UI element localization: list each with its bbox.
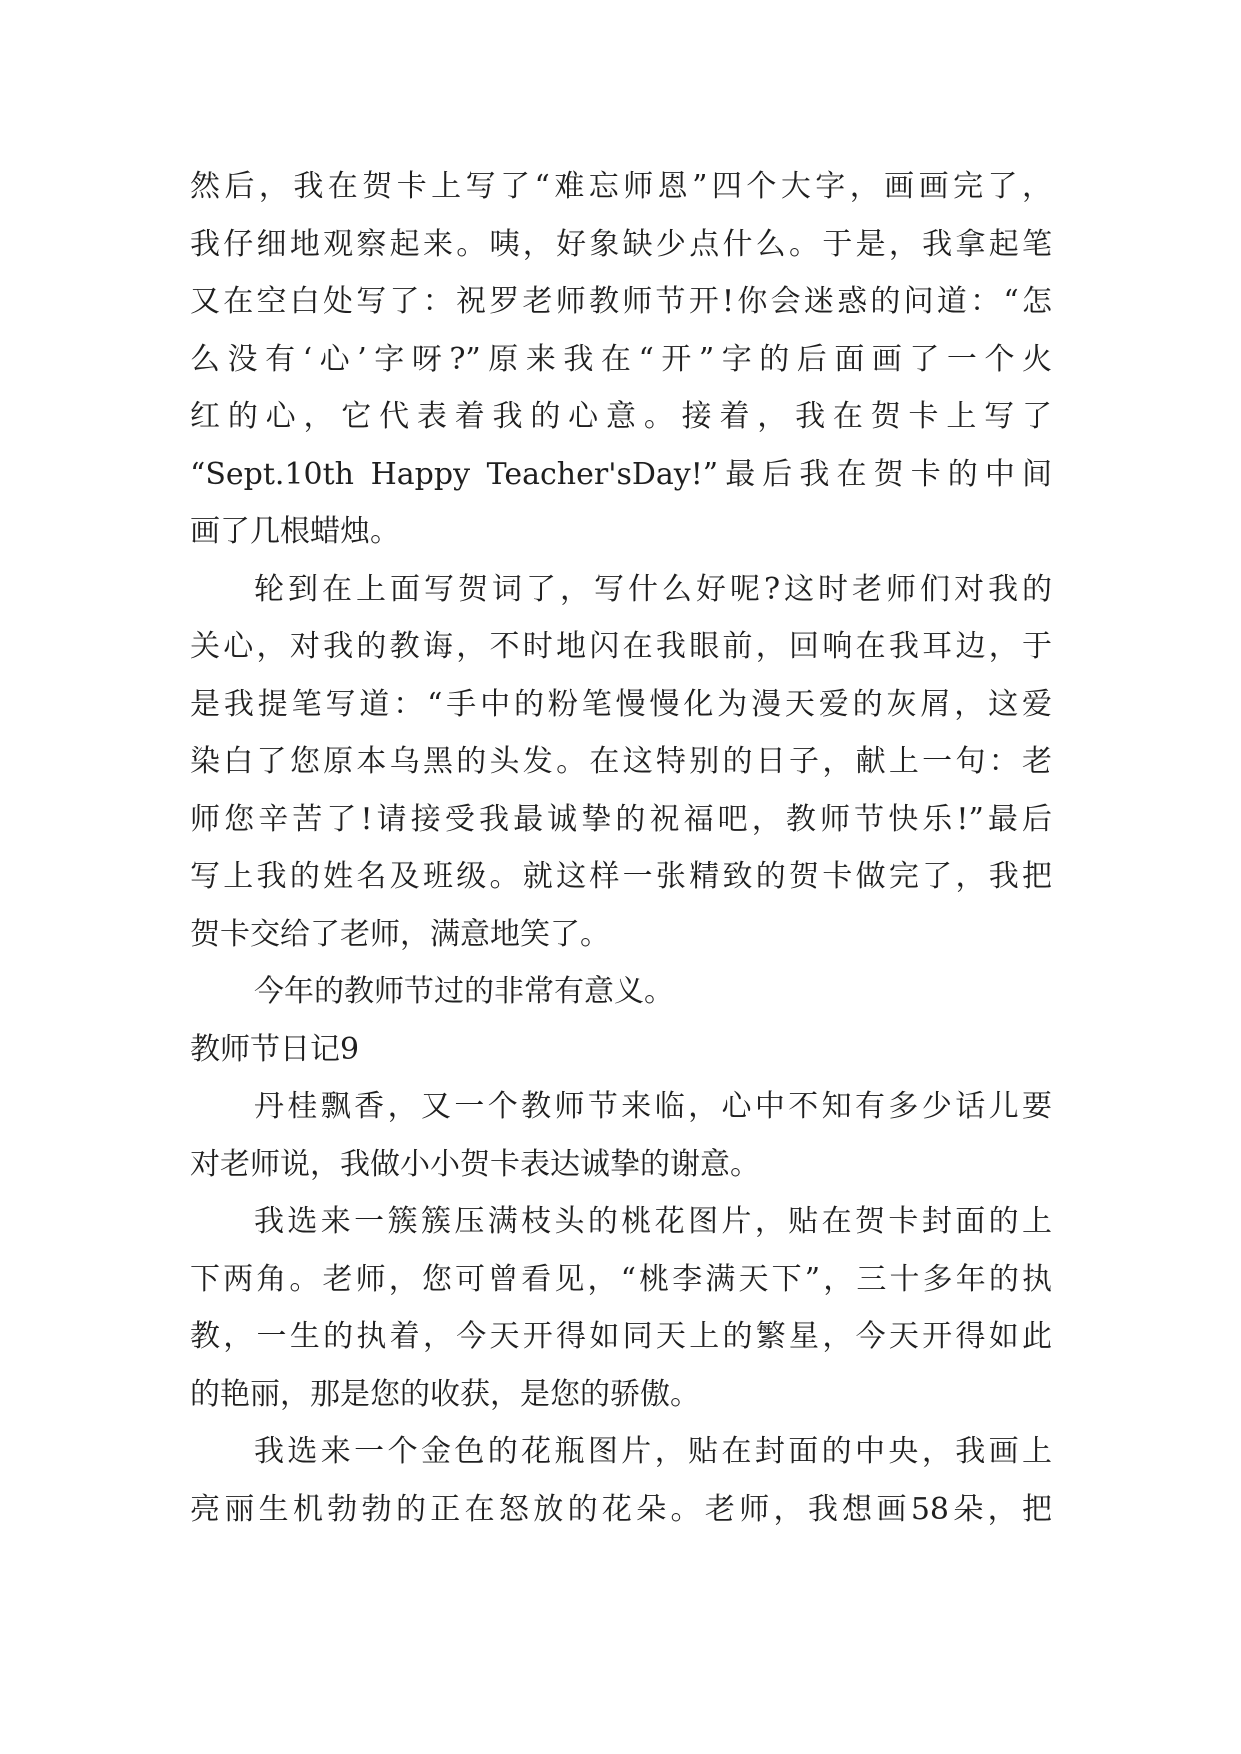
text-line: 画了几根蜡烛。 bbox=[190, 514, 400, 549]
text-line: 关心，对我的教诲，不时地闪在我眼前，回响在我耳边，于 bbox=[190, 629, 1052, 664]
paragraph-vase bbox=[190, 1423, 1052, 1538]
text-line: 写上我的姓名及班级。就这样一张精致的贺卡做完了，我把 bbox=[190, 859, 1052, 894]
text-line: 然后，我在贺卡上写了“难忘师恩”四个大字，画画完了， bbox=[190, 169, 1052, 204]
text-line: 丹桂飘香，又一个教师节来临，心中不知有多少话儿要 bbox=[254, 1089, 1052, 1124]
text-line: 红的心，它代表着我的心意。接着，我在贺卡上写了 bbox=[190, 399, 1052, 434]
text-line: “Sept.10th Happy Teacher'sDay!”最后我在贺卡的中间 bbox=[190, 456, 1052, 492]
text-line: 轮到在上面写贺词了，写什么好呢?这时老师们对我的 bbox=[254, 571, 1052, 607]
text-line: 我仔细地观察起来。咦，好象缺少点什么。于是，我拿起笔 bbox=[190, 226, 1052, 262]
text-line: 么没有‘心’字呀?”原来我在“开”字的后面画了一个火 bbox=[190, 341, 1052, 377]
text-line: 教，一生的执着，今天开得如同天上的繁星，今天开得如此 bbox=[190, 1319, 1052, 1354]
text-line: 的艳丽，那是您的收获，是您的骄傲。 bbox=[190, 1376, 700, 1412]
text-line: 我选来一个金色的花瓶图片，贴在封面的中央，我画上 bbox=[254, 1434, 1052, 1469]
paragraph-conclusion bbox=[190, 963, 1052, 1021]
text-line: 是我提笔写道：“手中的粉笔慢慢化为漫天爱的灰屑，这爱 bbox=[190, 686, 1052, 722]
paragraph-card-writing bbox=[190, 158, 1052, 561]
text-line: 染白了您原本乌黑的头发。在这特别的日子，献上一句：老 bbox=[190, 744, 1052, 779]
text-line: 我选来一簇簇压满枝头的桃花图片，贴在贺卡封面的上 bbox=[254, 1204, 1052, 1239]
text-line: 师您辛苦了!请接受我最诚挚的祝福吧，教师节快乐!”最后 bbox=[190, 801, 1052, 837]
text-line: 今年的教师节过的非常有意义。 bbox=[254, 974, 674, 1009]
text-line: 贺卡交给了老师，满意地笑了。 bbox=[190, 916, 610, 952]
text-line: 下两角。老师，您可曾看见，“桃李满天下”，三十多年的执 bbox=[190, 1261, 1052, 1297]
paragraph-intro bbox=[190, 1078, 1052, 1193]
paragraph-peach-blossom bbox=[190, 1193, 1052, 1423]
text-line: 对老师说，我做小小贺卡表达诚挚的谢意。 bbox=[190, 1146, 760, 1182]
text-line: 又在空白处写了：祝罗老师教师节开!你会迷惑的问道：“怎 bbox=[190, 284, 1052, 319]
paragraph-greeting-words bbox=[190, 561, 1052, 964]
document-page bbox=[190, 158, 1052, 1538]
text-line: 亮丽生机勃勃的正在怒放的花朵。老师，我想画58朵，把 bbox=[190, 1491, 1052, 1527]
section-heading: 教师节日记9 bbox=[190, 1031, 360, 1067]
